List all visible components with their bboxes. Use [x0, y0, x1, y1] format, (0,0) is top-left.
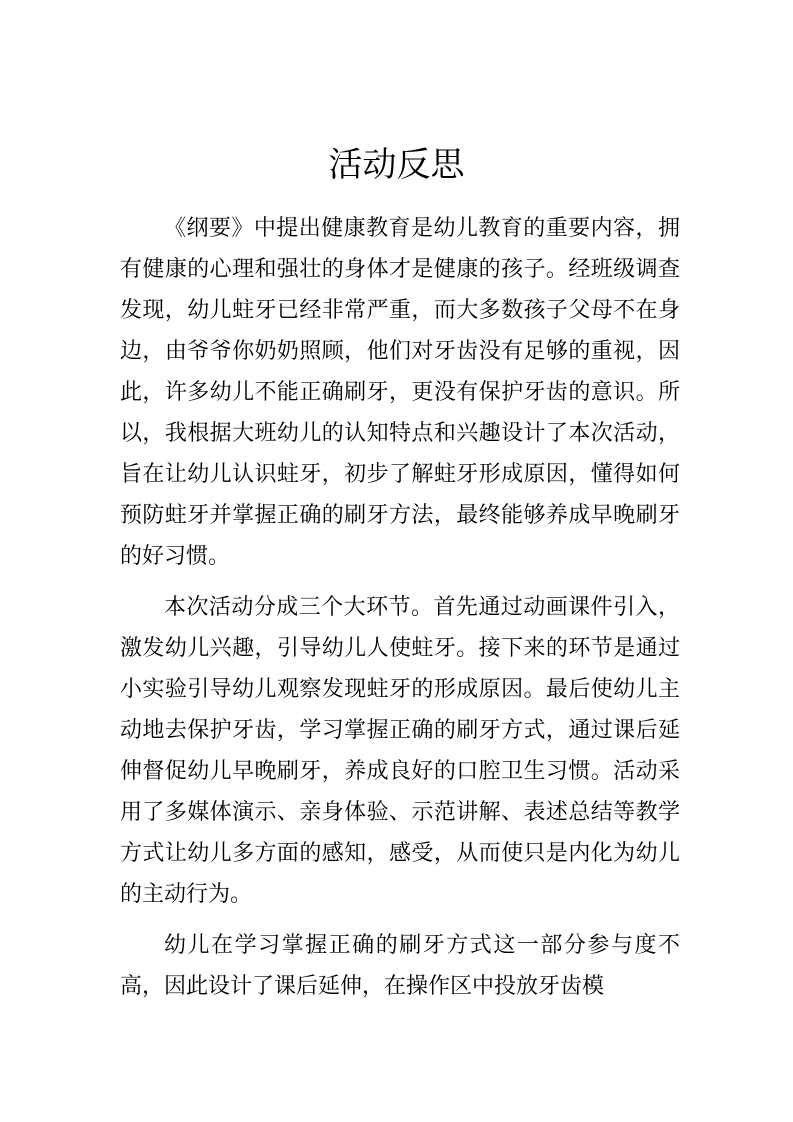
paragraph-1: 《纲要》中提出健康教育是幼儿教育的重要内容，拥有健康的心理和强壮的身体才是健康的孩子。经班级调查发现，幼儿蛀牙已经非常严重，而大多数孩子父母不在身边，由爷爷你奶奶照顾，他们对牙齿没有足够的重视，因此，许多幼儿不能正确刷牙，更没有保护牙齿的意识。所以，我根据大班幼儿的认知特点和兴趣设计了本次活动，旨在让幼儿认识蛀牙，初步了解蛀牙形成原因，懂得如何预防蛀牙并掌握正确的刷牙方法，最终能够养成早晚刷牙的好习惯。 [120, 216, 680, 569]
paragraph-3: 幼儿在学习掌握正确的刷牙方式这一部分参与度不高，因此设计了课后延伸，在操作区中投放牙齿模 [120, 933, 680, 999]
document-title: 活动反思 [328, 145, 465, 185]
document-body [120, 208, 680, 1017]
paragraph-2: 本次活动分成三个大环节。首先通过动画课件引入，激发幼儿兴趣，引导幼儿人使蛀牙。接下来的环节是通过小实验引导幼儿观察发现蛀牙的形成原因。最后使幼儿主动地去保护牙齿，学习掌握正确的刷牙方式，通过课后延伸督促幼儿早晚刷牙，养成良好的口腔卫生习惯。活动采用了多媒体演示、亲身体验、示范讲解、表述总结等教学方式让幼儿多方面的感知，感受，从而使只是内化为幼儿的主动行为。 [120, 595, 680, 907]
